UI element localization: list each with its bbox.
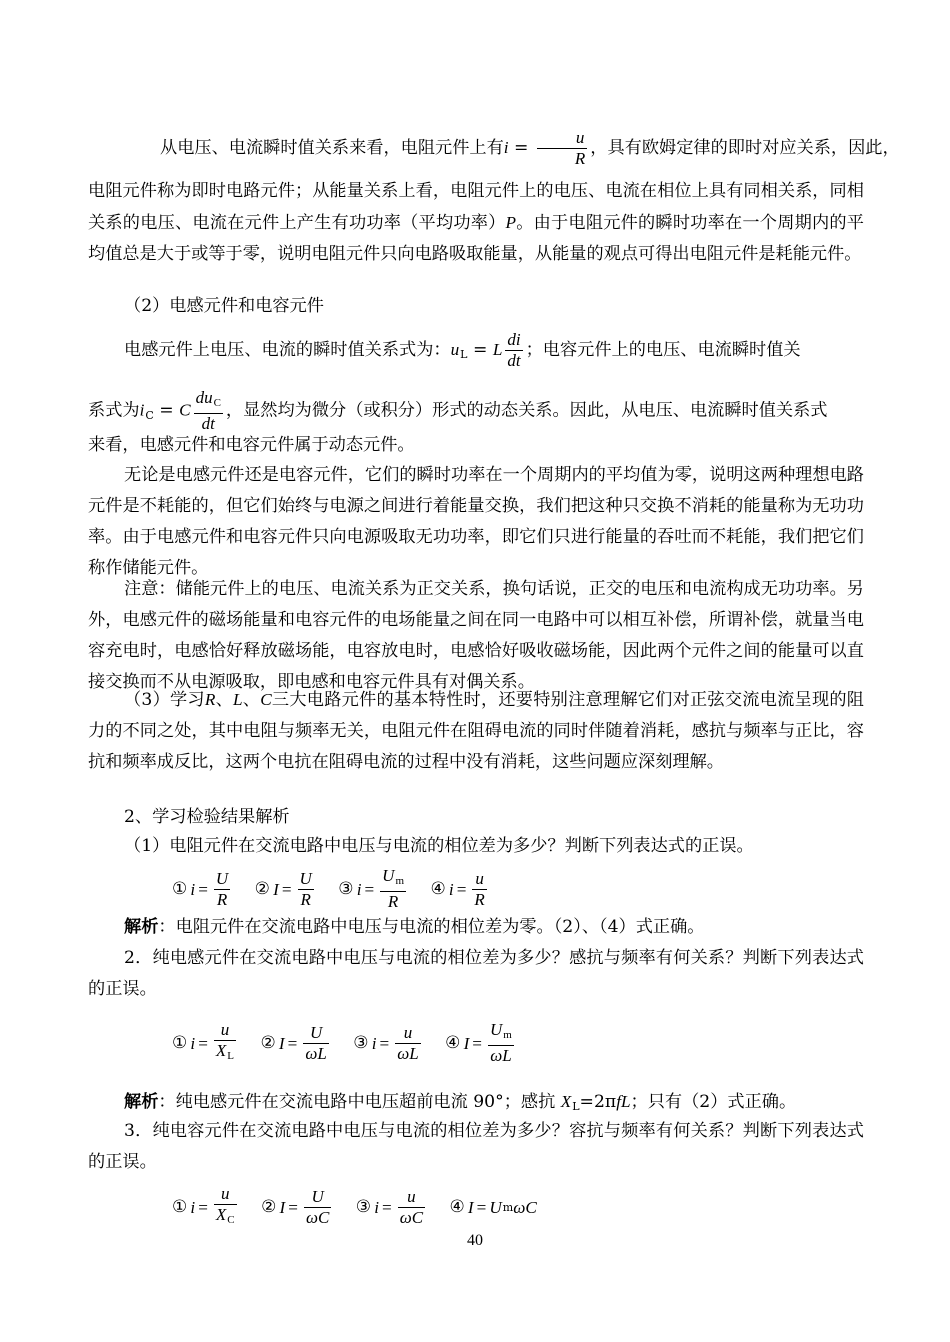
p2-line2: 系式为$i_C = C$ $\frac{du_C}{dt}$ ，显然均为微分（或积分）形式的动态关系。因此，从电压、电流瞬时值关系式 [88,388,828,433]
q3-formulas [172,1184,553,1230]
formula: ① i = $\frac{U}{R}$ [172,868,229,909]
formula: ③ i = $\frac{U_m}{R}$ [338,866,405,911]
formula: ② I = $\frac{U}{R}$ [254,868,312,909]
formula: ② I = $\frac{U}{\omega L}$ [260,1022,327,1063]
p1-line1: 从电压、电流瞬时值关系来看，电阻元件上有i = $\frac{u}{R}$ ，具有欧姆定律的即时对应关系，因此， [160,128,900,168]
q1-text: （1）电阻元件在交流电路中电压与电流的相位差为多少？判断下列表达式的正误。 [124,836,754,856]
fraction: $\frac{di}{dt}$ [507,330,521,370]
q2-text: 2．纯电感元件在交流电路中电压与电流的相位差为多少？感抗与频率有何关系？判断下列表达式的正误。 [88,948,864,999]
formula: ④ i = $\frac{u}{R}$ [430,868,485,909]
formula: ③ i = $\frac{u}{\omega C}$ [355,1186,424,1227]
fraction: $\frac{u}{R}$ [537,128,587,169]
math-var: i [503,138,509,157]
q1-formulas [172,866,506,912]
p2-line1: 电感元件上电压、电流的瞬时值关系式为：$u_L = L$ $\frac{di}{dt}$ ；电容元件上的电压、电流瞬时值关 [124,330,801,370]
q3-text: 3．纯电容元件在交流电路中电压与电流的相位差为多少？容抗与频率有何关系？判断下列表达式的正误。 [88,1121,864,1172]
p5: （3）学习R、L、C三大电路元件的基本特性时，还要特别注意理解它们对正弦交流电流呈现的阻力的不同之处，其中电阻与频率无关，电阻元件在阻碍电流的同时伴随着消耗，感抗与频率与正比，容抗和频率成反比，这两个电抗在阻碍电流的过程中没有消耗，这些问题应深刻理解。 [88,690,864,772]
q2-formulas [172,1020,533,1066]
formula: ③ i = $\frac{u}{\omega L}$ [353,1022,419,1063]
formula: ① i = $\frac{u}{X_C}$ [172,1184,235,1226]
formula: ① i = $\frac{u}{X_L}$ [172,1020,235,1062]
q2-answer: 解析：纯电感元件在交流电路中电压超前电流 90°；感抗 $X_L=2\pi fL$；只有（2）式正确。 [124,1092,797,1113]
section-2-heading: 2、学习检验结果解析 [124,807,290,827]
formula: ② I = $\frac{U}{\omega C}$ [261,1186,330,1227]
q1-answer: 解析：电阻元件在交流电路中电压与电流的相位差为零。（2）、（4）式正确。 [124,917,705,937]
p3: 无论是电感元件还是电容元件，它们的瞬时功率在一个周期内的平均值为零，说明这两种理想电路元件是不耗能的，但它们始终与电源之间进行着能量交换，我们把这种只交换不消耗的能量称为无功功率。由于电感元件和电容元件只向电源吸取无功功率，即它们只进行能量的吞吐而不耗能，我们把它们称作储能元件。 [88,465,864,578]
p4: 注意：储能元件上的电压、电流关系为正交关系，换句话说，正交的电压和电流构成无功功率。另外，电感元件的磁场能量和电容元件的电场能量之间在同一电路中可以相互补偿，所谓补偿，就量当电容充电时，电感恰好释放磁场能，电容放电时，电感恰好吸收磁场能，因此两个元件之间的能量可以直接交换而不从电源吸取，即电感和电容元件具有对偶关系。 [88,579,864,692]
formula: ④ I = U m ωC [449,1196,537,1217]
p1-body: 电阻元件称为即时电路元件；从能量关系上看，电阻元件上的电压、电流在相位上具有同相关系，同相关系的电压、电流在元件上产生有功功率（平均功率）P。由于电阻元件的瞬时功率在一个周期内的平均值总是大于或等于零，说明电阻元件只向电路吸取能量，从能量的观点可得出电阻元件是耗能元件。 [88,181,864,264]
p2-line3: 来看，电感元件和电容元件属于动态元件。 [88,435,415,455]
heading-2: （2）电感元件和电容元件 [124,296,324,316]
formula: ④ I = $\frac{U_m}{\omega L}$ [445,1020,512,1065]
fraction: $\frac{du_C}{dt}$ [195,388,221,433]
page-number: 40 [467,1232,483,1249]
